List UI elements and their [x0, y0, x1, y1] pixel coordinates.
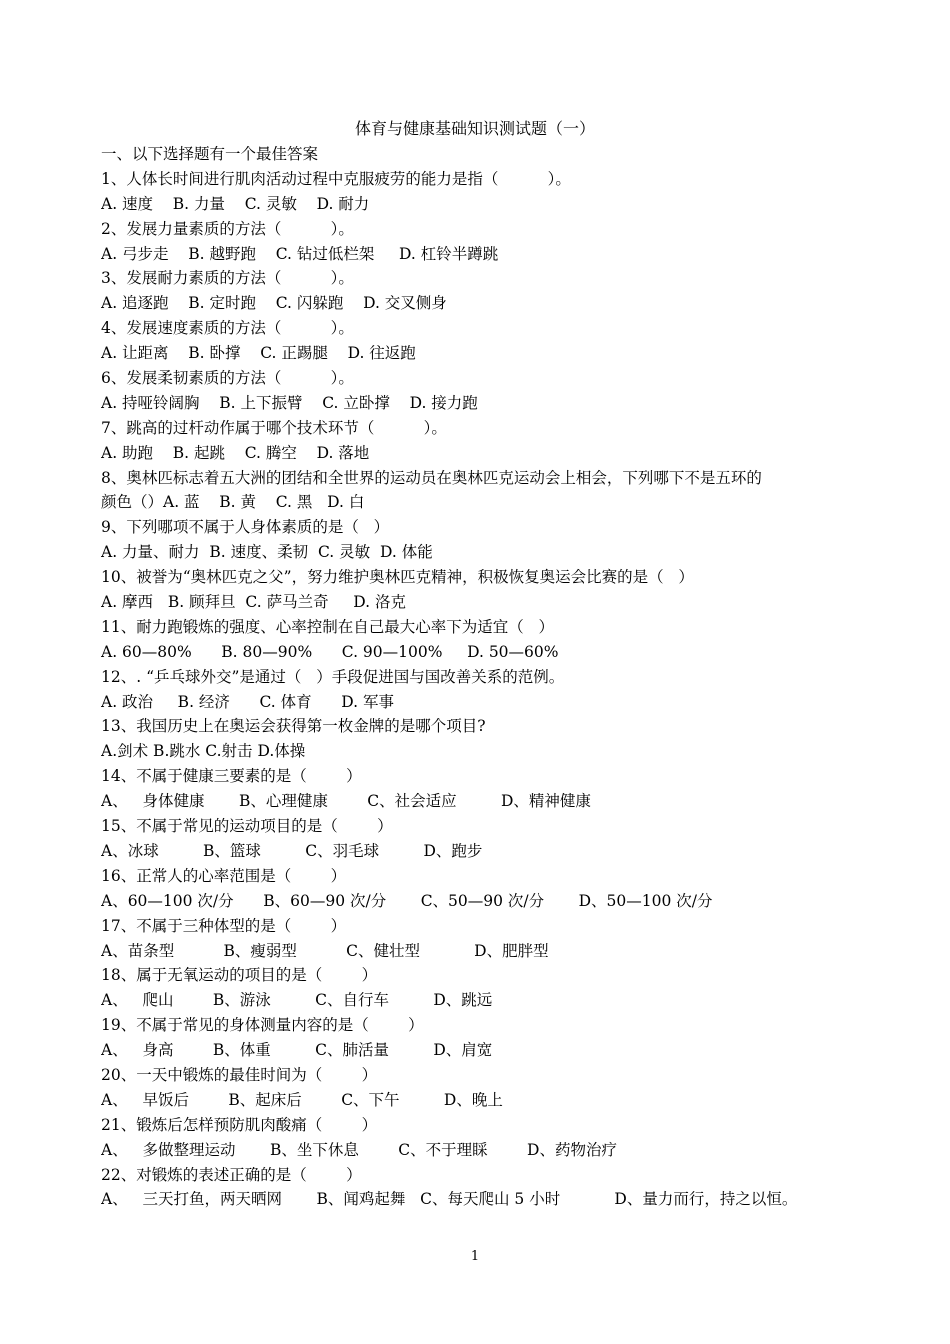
question-text: 14、不属于健康三要素的是（ ） — [101, 767, 362, 786]
question-text: 19、不属于常见的身体测量内容的是（ ） — [101, 1016, 424, 1035]
answer-options: A. 60—80% B. 80—90% C. 90—100% D. 50—60% — [101, 642, 559, 661]
question-text: 18、属于无氧运动的项目的是（ ） — [101, 966, 378, 985]
document-title: 体育与健康基础知识测试题（一） — [354, 119, 595, 138]
answer-options: A. 政治 B. 经济 C. 体育 D. 军事 — [101, 692, 394, 711]
question-text: 13、我国历史上在奥运会获得第一枚金牌的是哪个项目? — [101, 717, 486, 736]
answer-options: A、60—100 次/分 B、60—90 次/分 C、50—90 次/分 D、50—100 次/分 — [101, 891, 713, 910]
question-text: 2、发展力量素质的方法（ ）。 — [101, 219, 354, 238]
question-text: 22、对锻炼的表述正确的是（ ） — [101, 1165, 362, 1184]
question-text: 16、正常人的心率范围是（ ） — [101, 866, 347, 885]
question-text: 15、不属于常见的运动项目的是（ ） — [101, 817, 393, 836]
question-text: 12、. “乒乓球外交”是通过（ ）手段促进国与国改善关系的范例。 — [101, 667, 565, 686]
question-text: 4、发展速度素质的方法（ ）。 — [101, 319, 354, 338]
question-text: 11、耐力跑锻炼的强度、心率控制在自己最大心率下为适宜（ ） — [101, 617, 555, 636]
answer-options: A. 速度 B. 力量 C. 灵敏 D. 耐力 — [101, 194, 370, 213]
answer-options: A. 助跑 B. 起跳 C. 腾空 D. 落地 — [101, 443, 370, 462]
answer-options: A、 身体健康 B、心理健康 C、社会适应 D、精神健康 — [101, 792, 591, 811]
question-text: 3、发展耐力素质的方法（ ）。 — [101, 269, 354, 288]
answer-options: A、 三天打鱼，两天晒网 B、闻鸡起舞 C、每天爬山 5 小时 D、量力而行，持之以恒。 — [101, 1190, 798, 1209]
question-text: 6、发展柔韧素质的方法（ ）。 — [101, 369, 354, 388]
answer-options: A. 追逐跑 B. 定时跑 C. 闪躲跑 D. 交叉侧身 — [101, 294, 447, 313]
question-text: 17、不属于三种体型的是（ ） — [101, 916, 347, 935]
answer-options: A. 摩西 B. 顾拜旦 C. 萨马兰奇 D. 洛克 — [101, 593, 406, 612]
answer-options: A.剑术 B.跳水 C.射击 D.体操 — [101, 742, 306, 761]
answer-options: A、苗条型 B、瘦弱型 C、健壮型 D、肥胖型 — [101, 941, 549, 960]
answer-options: A、冰球 B、篮球 C、羽毛球 D、跑步 — [101, 841, 483, 860]
question-text: 1、人体长时间进行肌肉活动过程中克服疲劳的能力是指（ ）。 — [101, 169, 571, 188]
section-heading: 一、以下选择题有一个最佳答案 — [101, 145, 319, 163]
answer-options: A、 早饭后 B、起床后 C、下午 D、晚上 — [101, 1090, 503, 1109]
answer-options: 颜色（）A. 蓝 B. 黄 C. 黑 D. 白 — [101, 493, 365, 512]
question-text: 8、奥林匹标志着五大洲的团结和全世界的运动员在奥林匹克运动会上相会，下列哪下不是五环的 — [101, 468, 762, 487]
question-text: 9、下列哪项不属于人身体素质的是（ ） — [101, 518, 390, 537]
answer-options: A. 让距离 B. 卧撑 C. 正踢腿 D. 往返跑 — [101, 344, 416, 363]
question-text: 20、一天中锻炼的最佳时间为（ ） — [101, 1065, 378, 1084]
answer-options: A、 身高 B、体重 C、肺活量 D、肩宽 — [101, 1041, 493, 1060]
question-text: 7、跳高的过杆动作属于哪个技术环节（ ）。 — [101, 418, 447, 437]
answer-options: A、 爬山 B、游泳 C、自行车 D、跳远 — [101, 991, 493, 1010]
page-number: 1 — [470, 1249, 480, 1264]
answer-options: A. 弓步走 B. 越野跑 C. 钻过低栏架 D. 杠铃半蹲跳 — [101, 244, 499, 263]
question-text: 10、被誉为“奥林匹克之父”，努力维护奥林匹克精神，积极恢复奥运会比赛的是（ ） — [101, 568, 694, 587]
answer-options: A、 多做整理运动 B、坐下休息 C、不于理睬 D、药物治疗 — [101, 1140, 617, 1159]
answer-options: A. 持哑铃阔胸 B. 上下振臂 C. 立卧撑 D. 接力跑 — [101, 393, 478, 412]
question-text: 21、锻炼后怎样预防肌肉酸痛（ ） — [101, 1115, 378, 1134]
answer-options: A. 力量、耐力 B. 速度、柔韧 C. 灵敏 D. 体能 — [101, 543, 433, 562]
question-list — [101, 142, 821, 1212]
